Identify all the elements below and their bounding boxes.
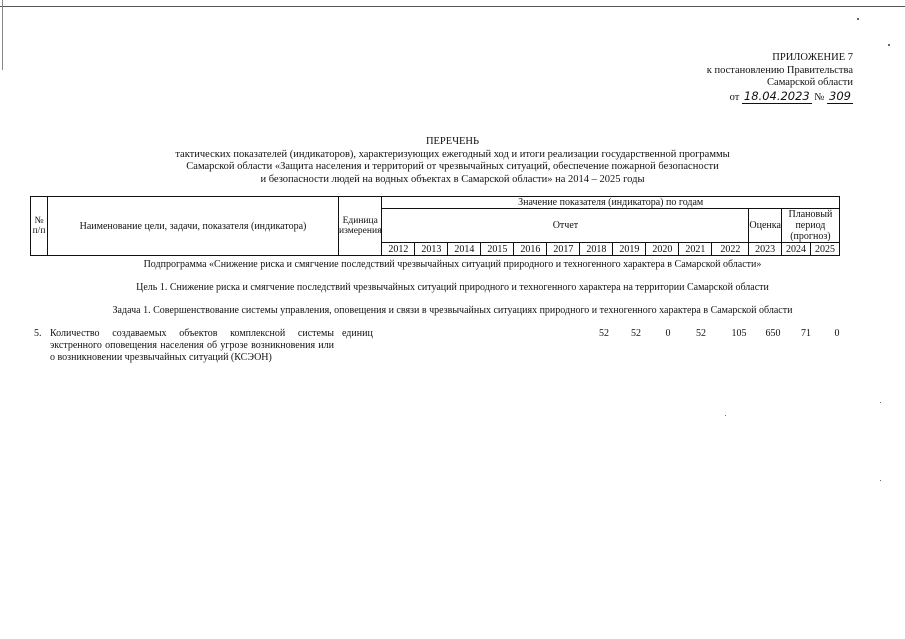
task-heading: Задача 1. Совершенствование системы управления, оповещения и связи в чрезвычайных ситуациях природного и техногенного характера в Самарской области xyxy=(112,305,793,316)
title-line-2: тактических показателей (индикаторов), характеризующих ежегодный ход и итоги реализации государственной программы xyxy=(175,148,730,160)
handwritten-number: 309 xyxy=(829,88,851,103)
year-cell: 2024 xyxy=(781,243,810,256)
scan-speck xyxy=(888,44,890,46)
year-cell: 2020 xyxy=(646,243,679,256)
number-prefix: № xyxy=(814,91,825,103)
year-cell: 2016 xyxy=(514,243,547,256)
appendix-resolution: к постановлению Правительства xyxy=(706,64,853,76)
scan-speck xyxy=(880,480,881,481)
value-2019: 52 xyxy=(631,328,641,339)
col-plan-header: Плановый период (прогноз) xyxy=(781,209,839,243)
indicator-table-header xyxy=(30,196,840,256)
value-2024: 71 xyxy=(801,328,811,339)
year-cell: 2018 xyxy=(580,243,613,256)
value-2018: 52 xyxy=(599,328,609,339)
appendix-region: Самарской области xyxy=(767,77,853,88)
value-2025: 0 xyxy=(834,328,840,339)
year-cell: 2015 xyxy=(481,243,514,256)
col-number-header: № п/п xyxy=(31,197,48,256)
year-cell: 2019 xyxy=(613,243,646,256)
appendix-title: ПРИЛОЖЕНИЕ 7 xyxy=(772,52,853,63)
value-2020: 0 xyxy=(665,328,671,339)
handwritten-date: 18.04.2023 xyxy=(743,88,810,103)
value-2023: 650 xyxy=(765,328,781,339)
appendix-date-line xyxy=(707,90,853,105)
col-report-header: Отчет xyxy=(382,209,749,243)
scan-speck xyxy=(880,402,881,403)
goal-heading: Цель 1. Снижение риска и смягчение последствий чрезвычайных ситуаций природного и техногенного характера на территории Самарской области xyxy=(136,282,769,293)
scan-speck xyxy=(857,18,859,20)
row-unit: единиц xyxy=(342,328,373,339)
year-cell: 2013 xyxy=(415,243,448,256)
scan-speck xyxy=(725,415,726,416)
date-prefix: от xyxy=(729,91,740,103)
value-2022: 105 xyxy=(731,328,747,339)
value-2021: 52 xyxy=(696,328,706,339)
row-number: 5. xyxy=(34,328,42,339)
col-unit-header: Единица измерения xyxy=(339,197,382,256)
year-cell: 2021 xyxy=(679,243,712,256)
year-cell: 2012 xyxy=(382,243,415,256)
title-line-3: Самарской области «Защита населения и территорий от чрезвычайных ситуаций, обеспечение пожарной безопасности xyxy=(186,161,719,173)
document-title xyxy=(0,136,905,186)
year-cell: 2017 xyxy=(547,243,580,256)
year-cell: 2014 xyxy=(448,243,481,256)
title-line-4: и безопасности людей на водных объектах в Самарской области» на 2014 – 2025 годы xyxy=(260,173,645,185)
scan-edge-top xyxy=(0,0,905,7)
col-name-header: Наименование цели, задачи, показателя (индикатора) xyxy=(48,197,339,256)
col-values-header: Значение показателя (индикатора) по годам xyxy=(382,197,840,209)
col-estimate-header: Оценка xyxy=(749,209,782,243)
appendix-header xyxy=(707,52,853,104)
subprogram-heading: Подпрограмма «Снижение риска и смягчение последствий чрезвычайных ситуаций природного и техногенного характера в Самарской области» xyxy=(143,259,762,270)
title-heading: ПЕРЕЧЕНЬ xyxy=(425,136,480,147)
row-indicator-name: Количество создаваемых объектов комплексной системы экстренного оповещения населения об угрозе возникновения или о возникновении чрезвычайных ситуаций (КСЭОН) xyxy=(50,328,334,363)
year-cell: 2022 xyxy=(712,243,749,256)
scan-edge-left xyxy=(0,0,3,70)
year-cell: 2025 xyxy=(810,243,839,256)
year-cell: 2023 xyxy=(749,243,782,256)
